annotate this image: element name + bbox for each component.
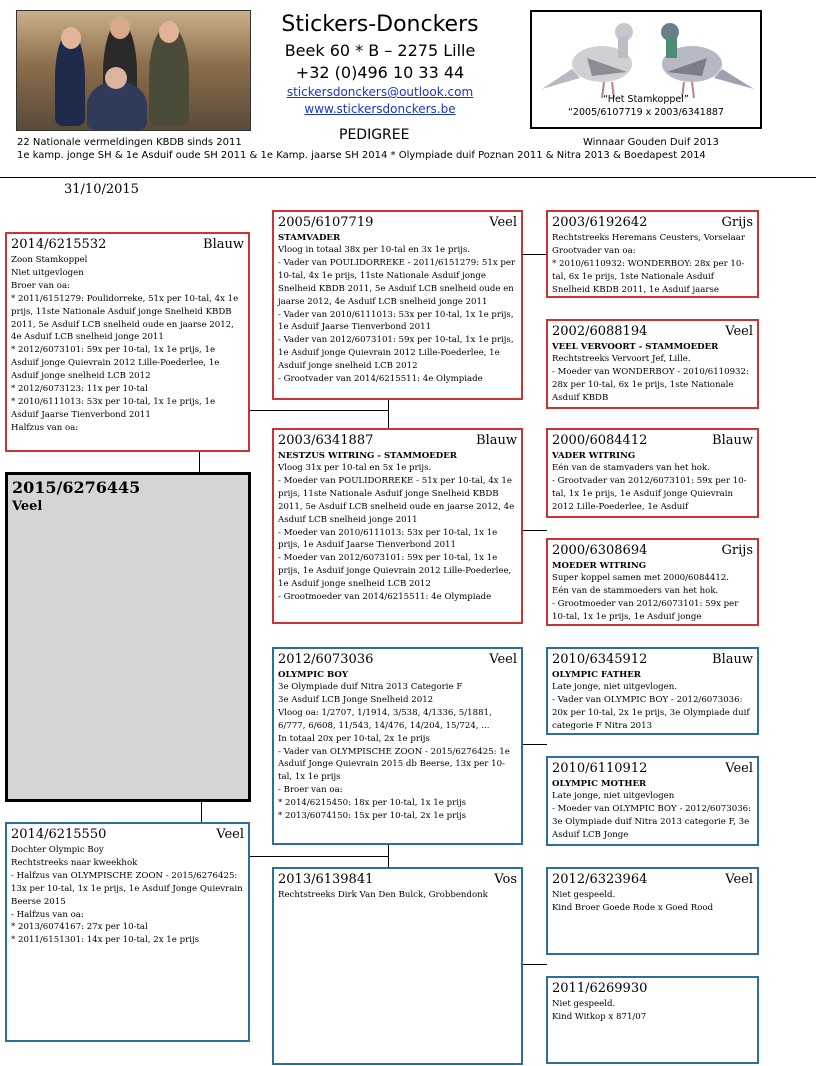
ggp-sds-card[interactable] <box>546 428 759 518</box>
gold-pigeon-note: Winnaar Gouden Duif 2013 <box>583 137 719 148</box>
sire-line: * 2012/6073123: 11x per 10-tal <box>11 384 148 395</box>
sire-ring: 2014/6215532 <box>11 237 107 252</box>
dss-line: Late jonge, niet uitgevlogen. <box>552 682 678 692</box>
family-photo <box>16 10 251 131</box>
ds-color: Veel <box>489 652 517 667</box>
dss-subtitle: OLYMPIC FATHER <box>552 670 641 680</box>
sd-line: Vloog 31x per 10-tal en 5x 1e prijs. <box>278 463 432 473</box>
dsd-line: - Moeder van OLYMPIC BOY - 2012/6073036: 3e Olympiade duif Nitra 2013 categorie F, 3e Asduif LCB Jonge <box>552 803 752 840</box>
connector-line <box>523 964 547 965</box>
ds-line: * 2013/6074150: 15x per 10-tal, 2x 1e prijs <box>278 811 467 822</box>
dam-line: * 2011/6151301: 14x per 10-tal, 2x 1e prijs <box>11 935 200 946</box>
sdd-color: Grijs <box>721 543 753 558</box>
dd-color: Vos <box>494 872 517 887</box>
dss-line: - Vader van OLYMPIC BOY - 2012/6073036: 20x per 10-tal, 2x 1e prijs, 3e Olympiade duif categorie F Nitra 2013 <box>552 694 750 731</box>
sss-line: Rechtstreeks Heremans Ceusters, Vorselaar <box>552 233 745 243</box>
sire-color: Blauw <box>203 237 244 252</box>
dam-line: - Halfzus van OLYMPISCHE ZOON - 2015/6276425: 13x per 10-tal, 1x 1e prijs, 1e Asduif Jonge Quievrain Beerse 2015 <box>11 870 243 907</box>
ggp-sss-card[interactable] <box>546 210 759 298</box>
ddd-line: Kind Witkop x 871/07 <box>552 1011 647 1022</box>
sire-line: Zoon Stamkoppel <box>11 255 88 265</box>
ds-line: 3e Olympiade duif Nitra 2013 Categorie F <box>278 682 463 692</box>
sds-ring: 2000/6084412 <box>552 433 648 448</box>
dam-ring: 2014/6215550 <box>11 827 107 842</box>
sss-line: * 2010/6110932: WONDERBOY: 28x per 10-tal, 6x 1e prijs, 1ste Nationale Asduif Snelheid KBDB 2011, 1e Asduif jaarse <box>552 258 745 295</box>
ss-ring: 2005/6107719 <box>278 215 374 230</box>
dss-ring: 2010/6345912 <box>552 652 648 667</box>
sds-color: Blauw <box>712 433 753 448</box>
dds-line: Kind Broer Goede Rode x Goed Rood <box>552 902 714 913</box>
sire-line: Broer van oa: <box>11 280 70 291</box>
dd-line: Rechtstreeks Dirk Van Den Bulck, Grobbendonk <box>278 890 488 900</box>
website-link[interactable]: www.stickersdonckers.be <box>304 102 456 116</box>
dds-line: Niet gespeeld. <box>552 890 616 900</box>
sire-line: * 2010/6111013: 53x per 10-tal, 1x 1e prijs, 1e Asduif Jaarse Tienverbond 2011 <box>11 396 216 420</box>
sss-line: Grootvader van oa: <box>552 245 636 256</box>
ds-line: - Broer van oa: <box>278 785 343 796</box>
ggp-ddd-card[interactable] <box>546 976 759 1064</box>
ss-color: Veel <box>489 215 517 230</box>
dam-line: - Halfzus van oa: <box>11 909 84 920</box>
breeder-name: Stickers-Donckers <box>281 12 479 37</box>
sds-line: - Grootvader van 2012/6073101: 59x per 10-tal, 1x 1e prijs, 1e Asduif jonge Quievrain 2012 Lille-Poederlee, 1e Asduif <box>552 475 747 512</box>
dam-card[interactable] <box>5 822 250 1042</box>
ssd-line: Rechtstreeks Vervoort Jef, Lille. <box>552 354 691 364</box>
subject-pigeon-card[interactable] <box>5 472 251 802</box>
ddd-line: Niet gespeeld. <box>552 999 616 1009</box>
sire-line: Niet uitgevlogen <box>11 267 84 278</box>
connector-line <box>250 856 388 857</box>
pigeons-caption-2: “2005/6107719 x 2003/6341887 <box>568 107 724 118</box>
sss-ring: 2003/6192642 <box>552 215 648 230</box>
sd-color: Blauw <box>476 433 517 448</box>
breeder-address: Beek 60 * B – 2275 Lille <box>284 41 476 60</box>
header-divider <box>0 177 816 178</box>
ds-line: * 2014/6215450: 18x per 10-tal, 1x 1e prijs <box>278 798 467 809</box>
connector-line <box>201 800 202 822</box>
connector-line <box>250 410 388 411</box>
ds-line: In totaal 20x per 10-tal, 2x 1e prijs <box>278 733 430 744</box>
dam-line: * 2013/6074167: 27x per 10-tal <box>11 922 148 933</box>
ds-line: Vloog oa: 1/2707, 1/1914, 3/538, 4/1336, 5/1881, 6/777, 6/608, 11/543, 14/476, 14/204, 15/724, ... <box>278 707 492 731</box>
subject-color: Veel <box>12 499 43 514</box>
ssd-subtitle: VEEL VERVOORT - STAMMOEDER <box>552 342 719 352</box>
ggp-dss-card[interactable] <box>546 647 759 735</box>
ds-line: - Vader van OLYMPISCHE ZOON - 2015/6276425: 1e Asduif Jonge Quievrain 2015 db Beerse, 13x per 10-tal, 1x 1e prijs <box>278 746 510 783</box>
ss-line: - Vader van 2010/6111013: 53x per 10-tal, 1x 1e prijs, 1e Asduif Jaarse Tienverbond 2011 <box>278 309 514 333</box>
dam-line: Rechtstreeks naar kweekhok <box>11 857 138 868</box>
sire-line: * 2011/6151279: Poulidorreke, 51x per 10-tal, 4x 1e prijs, 11ste Nationale Asduif jonge Snelheid KBDB 2011, 5e Asduif LCB snelheid oude en jaarse 2012, 4e Asduif LCB snelheid jonge 2011 <box>11 293 239 343</box>
dd-ring: 2013/6139841 <box>278 872 374 887</box>
sss-color: Grijs <box>721 215 753 230</box>
connector-line <box>388 845 389 867</box>
dsd-color: Veel <box>725 761 753 776</box>
ssd-color: Veel <box>725 324 753 339</box>
dds-ring: 2012/6323964 <box>552 872 648 887</box>
sds-line: Eén van de stamvaders van het hok. <box>552 463 710 473</box>
ggp-sdd-card[interactable] <box>546 538 759 626</box>
dsd-subtitle: OLYMPIC MOTHER <box>552 779 647 789</box>
awards-line: 1e kamp. jonge SH & 1e Asduif oude SH 2011 & 1e Kamp. jaarse SH 2014 * Olympiade duif Poznan 2011 & Nitra 2013 & Boedapest 2014 <box>17 150 706 161</box>
sdd-ring: 2000/6308694 <box>552 543 648 558</box>
subject-ring: 2015/6276445 <box>12 478 141 497</box>
sdd-subtitle: MOEDER WITRING <box>552 561 647 571</box>
sdd-line: Eén van de stammoeders van het hok. <box>552 585 719 596</box>
dsd-line: Late jonge, niet uitgevlogen <box>552 791 675 801</box>
sd-line: - Moeder van 2010/6111013: 53x per 10-tal, 1x 1e prijs, 1e Asduif Jaarse Tienverbond 2011 <box>278 527 498 551</box>
sd-line: - Grootmoeder van 2014/6215511: 4e Olympiade <box>278 592 492 603</box>
ggp-dsd-card[interactable] <box>546 756 759 846</box>
granddam-dam-side-card[interactable] <box>272 867 523 1065</box>
grandsire-sire-side-card[interactable] <box>272 210 523 400</box>
sire-line: * 2012/6073101: 59x per 10-tal, 1x 1e prijs, 1e Asduif jonge Quievrain 2012 Lille-Poederlee, 1e Asduif jonge snelheid LCB 2012 <box>11 345 220 382</box>
connector-line <box>199 452 200 472</box>
sire-line: Halfzus van oa: <box>11 422 79 433</box>
ds-ring: 2012/6073036 <box>278 652 374 667</box>
ss-line: - Grootvader van 2014/6215511: 4e Olympiade <box>278 374 483 385</box>
ds-line: 3e Asduif LCB Jonge Snelheid 2012 <box>278 694 434 705</box>
ggp-dds-card[interactable] <box>546 867 759 955</box>
sd-line: - Moeder van 2012/6073101: 59x per 10-tal, 1x 1e prijs, 1e Asduif jonge Quievrain 2012 Lille-Poederlee, 1e Asduif jonge snelheid LCB 2012 <box>278 553 512 590</box>
sd-subtitle: NESTZUS WITRING - STAMMOEDER <box>278 451 457 461</box>
ssd-line: - Moeder van WONDERBOY - 2010/6110932: 28x per 10-tal, 6x 1e prijs, 1ste Nationale Asduif KBDB <box>552 366 749 403</box>
grandsire-dam-side-card[interactable] <box>272 647 523 845</box>
connector-line <box>523 530 547 531</box>
ss-line: Vloog in totaal 38x per 10-tal en 3x 1e prijs. <box>278 245 471 255</box>
ss-line: - Vader van 2012/6073101: 59x per 10-tal, 1x 1e prijs, 1e Asduif jonge Quievrain 2012 Lille-Poederlee, 1e Asduif jonge snelheid LCB 2012 <box>278 335 514 372</box>
ddd-ring: 2011/6269930 <box>552 981 648 996</box>
dam-color: Veel <box>216 827 244 842</box>
ss-line: - Vader van POULIDORREKE - 2011/6151279: 51x per 10-tal, 4x 1e prijs, 11ste Nationale Asduif jonge Snelheid KBDB 2011, 5e Asduif LCB snelheid oude en jaarse 2012, 4e Asduif LCB snelheid jonge 2011 <box>278 257 516 307</box>
sds-subtitle: VADER WITRING <box>552 451 636 461</box>
granddam-sire-side-card[interactable] <box>272 428 523 624</box>
stamkoppel-photo <box>530 10 762 129</box>
sd-ring: 2003/6341887 <box>278 433 374 448</box>
dss-color: Blauw <box>712 652 753 667</box>
connector-line <box>523 744 547 745</box>
pedigree-heading: PEDIGREE <box>339 127 410 143</box>
sire-card[interactable] <box>5 232 250 452</box>
ssd-ring: 2002/6088194 <box>552 324 648 339</box>
breeder-phone: +32 (0)496 10 33 44 <box>295 63 465 82</box>
ggp-ssd-card[interactable] <box>546 319 759 409</box>
sdd-line: Super koppel samen met 2000/6084412. <box>552 573 730 583</box>
pedigree-date: 31/10/2015 <box>64 182 139 197</box>
dsd-ring: 2010/6110912 <box>552 761 648 776</box>
ds-subtitle: OLYMPIC BOY <box>278 670 348 680</box>
breeder-contact-block <box>250 10 510 118</box>
dds-color: Veel <box>725 872 753 887</box>
email-link[interactable]: stickersdonckers@outlook.com <box>286 85 474 99</box>
national-mentions: 22 Nationale vermeldingen KBDB sinds 2011 <box>17 137 242 148</box>
sdd-line: - Grootmoeder van 2012/6073101: 59x per 10-tal, 1x 1e prijs, 1e Asduif jonge <box>552 598 739 622</box>
pigeons-illustration <box>532 14 760 104</box>
connector-line <box>523 254 547 255</box>
sd-line: - Moeder van POULIDORREKE - 51x per 10-tal, 4x 1e prijs, 11ste Nationale Asduif jonge Snelheid KBDB 2011, 5e Asduif LCB snelheid oude en jaarse 2012, 4e Asduif LCB snelheid jonge 2011 <box>278 475 515 525</box>
dam-line: Dochter Olympic Boy <box>11 845 104 855</box>
pigeons-caption-1: “Het Stamkoppel” <box>603 94 689 105</box>
ss-subtitle: STAMVADER <box>278 233 341 243</box>
connector-line <box>388 400 389 430</box>
